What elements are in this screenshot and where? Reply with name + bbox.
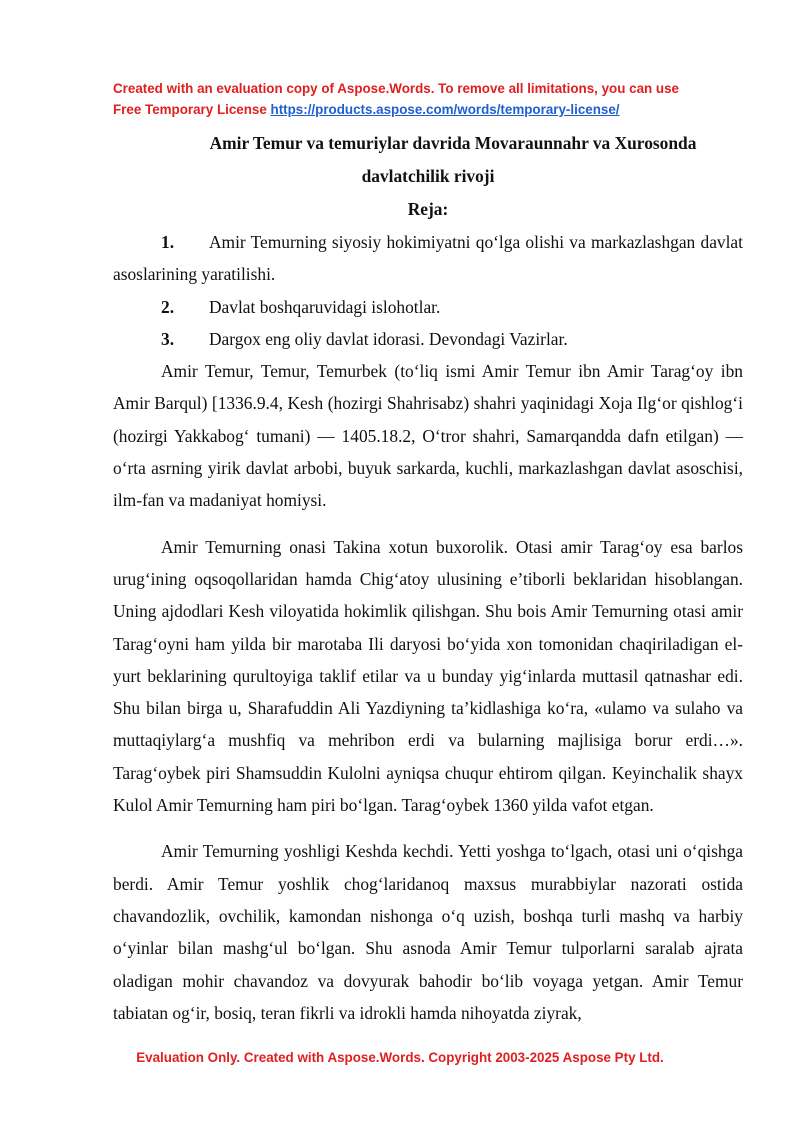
plan-item-text: Davlat boshqaruvidagi islohotlar. [209, 296, 441, 317]
license-label: Free Temporary License [113, 102, 271, 117]
evaluation-notice [113, 78, 733, 120]
document-title-line2: davlatchilik rivoji [361, 166, 495, 186]
document-title-line1: Amir Temur va temuriylar davrida Movaraunnahr va Xurosonda [209, 133, 697, 153]
plan-item [113, 291, 743, 323]
footer-evaluation-notice: Evaluation Only. Created with Aspose.Words. Copyright 2003-2025 Aspose Pty Ltd. [136, 1050, 664, 1065]
plan-item-text: Amir Temurning siyosiy hokimiyatni qo‘lga olishi va markazlashgan davlat asoslarining yaratilishi. [113, 232, 743, 285]
plan-item-number: 2. [161, 296, 175, 317]
plan-heading: Reja: [407, 199, 449, 219]
evaluation-notice-line1: Created with an evaluation copy of Aspose.Words. To remove all limitations, you can use [113, 81, 680, 96]
evaluation-notice-line2 [113, 99, 733, 120]
plan-item-number: 3. [161, 328, 175, 349]
plan-item [113, 226, 743, 291]
plan-item-number: 1. [161, 232, 175, 252]
paragraph-youth: Amir Temurning yoshligi Keshda kechdi. Yetti yoshga to‘lgach, otasi uni o‘qishga berdi. Amir Temur yoshlik chog‘laridanoq maxsus murabbiylar nazorati ostida chavandozlik, ovchilik, kamondan nishonga o‘q uzish, boshqa turli mashq va harbiy o‘yinlar bilan mashg‘ul bo‘lgan. Shu asnoda Amir Temur tulporlarni saralab ajrata oladigan mohir chavandoz va dovyurak bahodir bo‘lib voyaga yetgan. Amir Temur tabiatan og‘ir, bosiq, teran fikrli va idrokli hamda nihoyatda ziyrak, [113, 841, 743, 1023]
plan-item-text: Dargox eng oliy davlat idorasi. Devondagi Vazirlar. [209, 328, 568, 349]
paragraph-family: Amir Temurning onasi Takina xotun buxorolik. Otasi amir Tarag‘oy esa barlos urug‘ining oqsoqollaridan hamda Chig‘atoy ulusining e’tiborli beklaridan hisoblangan. Uning ajdodlari Kesh viloyatida hokimlik qilishgan. Shu bois Amir Temurning otasi amir Tarag‘oyni ham yilda bir marotaba Ili daryosi bo‘yida xon tomonidan chaqiriladigan el-yurt beklarining qurultoyiga taklif etilar va u bunday yig‘inlarda muttasil qatnashar edi. Shu bilan birga u, Sharafuddin Ali Yazdiyning ta’kidlashiga ko‘ra, «ulamo va sulaho va muttaqiylarg‘a mushfiq va mehribon erdi va bularning majlisiga borur erdi…». Tarag‘oybek piri Shamsuddin Kulolni ayniqsa chuqur ehtirom qilgan. Keyinchalik shayx Kulol Amir Temurning ham piri bo‘lgan. Tarag‘oybek 1360 yilda vafot etgan. [113, 536, 743, 816]
plan-item [113, 323, 743, 355]
document-body [113, 226, 743, 1029]
temporary-license-link[interactable]: https://products.aspose.com/words/temporary-license/ [270, 102, 620, 117]
paragraph-biography: Amir Temur, Temur, Temurbek (to‘liq ismi Amir Temur ibn Amir Tarag‘oy ibn Amir Barqul) [1336.9.4, Kesh (hozirgi Shahrisabz) shahri yaqinidagi Xoja Ilg‘or qishlog‘i (hozirgi Yakkabog‘ tumani) — 1405.18.2, O‘tror shahri, Samarqandda dafn etilgan) — o‘rta asrning yirik davlat arbobi, buyuk sarkarda, kuchli, markazlashgan davlat asoschisi, ilm-fan va madaniyat homiysi. [113, 361, 743, 511]
